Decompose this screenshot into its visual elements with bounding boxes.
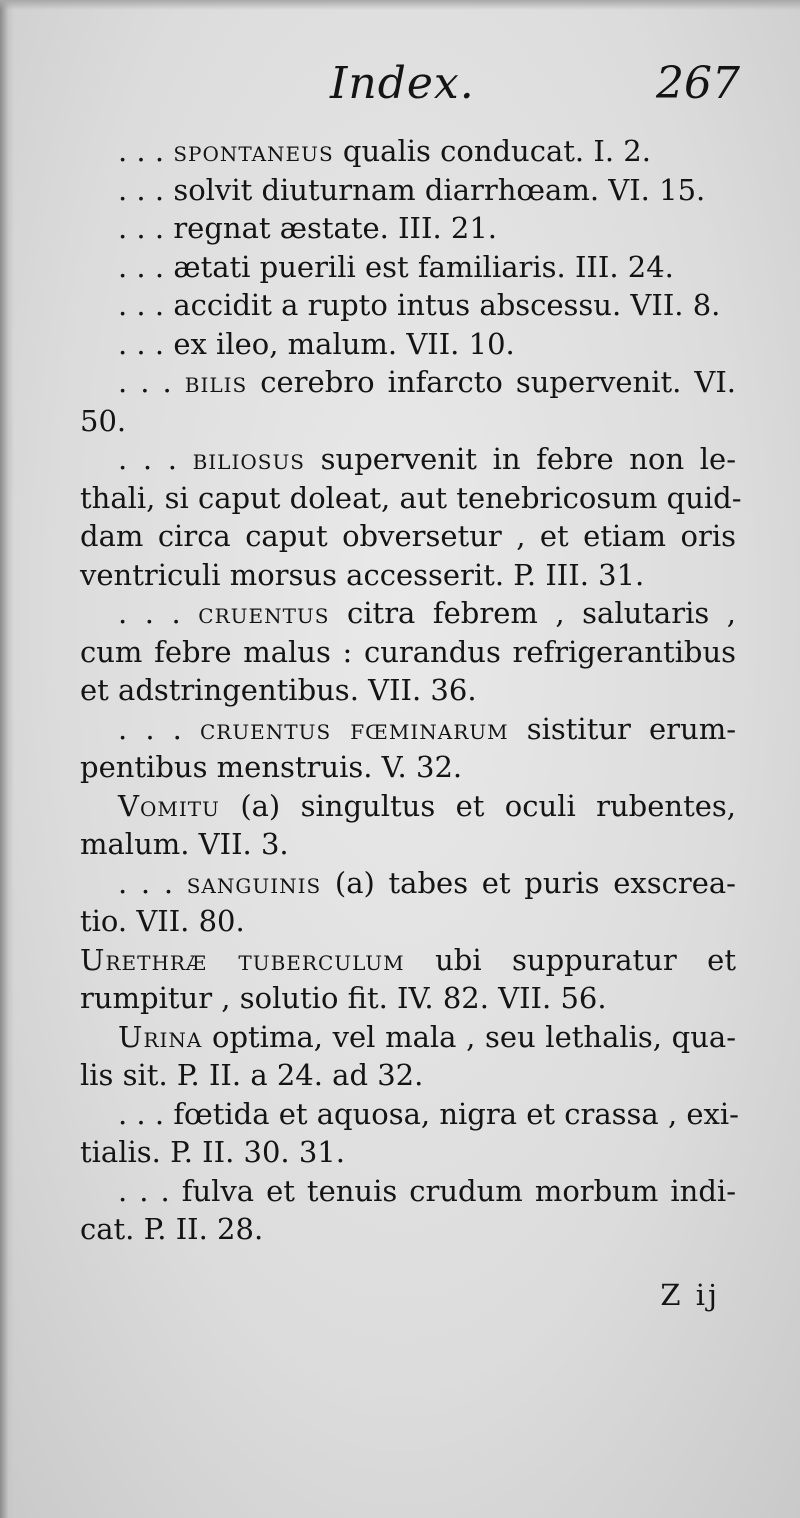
index-headword: Urethræ tuberculum [80, 942, 405, 977]
index-line [80, 440, 736, 479]
index-line [80, 1210, 736, 1249]
index-line-text: ventriculi morsus accesserit. P. III. 31. [80, 557, 645, 592]
index-line-text: (a) singultus et oculi rubentes, [219, 788, 736, 823]
index-line-text: ætati puerili est familiaris. III. 24. [173, 249, 674, 284]
leader-dots: . . . [118, 442, 193, 476]
index-line-text: sistitur erum- [508, 711, 736, 746]
index-headword: biliosus [192, 442, 306, 476]
index-headword: bilis [184, 365, 248, 399]
index-line-text: cum febre malus : curandus refrigerantibus [80, 634, 736, 669]
index-line-text: et adstringentibus. VII. 36. [80, 673, 477, 707]
index-headword: sanguinis [186, 865, 322, 900]
index-line-text: lis sit. P. II. a 24. ad 32. [80, 1058, 424, 1092]
leader-dots: . . . [118, 596, 199, 630]
index-line [80, 517, 736, 556]
index-line-text: fœtida et aquosa, nigra et crassa , exi- [173, 1096, 739, 1131]
index-line-text: regnat æstate. III. 21. [173, 211, 497, 245]
index-line-text: ubi suppuratur et [404, 942, 736, 977]
index-line-text: accidit a rupto intus abscessu. VII. 8. [173, 288, 721, 322]
signature-mark: Z ij [660, 1278, 720, 1312]
index-line-text: pentibus menstruis. V. 32. [80, 750, 463, 784]
index-line [80, 209, 736, 248]
index-line [80, 825, 736, 864]
leader-dots: . . . [118, 172, 174, 207]
index-line-text: qualis conducat. I. 2. [333, 134, 651, 168]
leader-dots: . . . [118, 211, 174, 245]
leader-dots: . . . [118, 288, 174, 322]
index-line-text: malum. VII. 3. [80, 827, 289, 861]
index-headword: Vomitu [118, 788, 220, 823]
index-line [80, 132, 736, 171]
index-line [80, 941, 736, 980]
index-line [80, 1018, 736, 1057]
index-text-block [80, 132, 742, 1249]
index-line [80, 710, 736, 749]
index-line [80, 286, 736, 325]
index-line [80, 787, 736, 826]
page-top-shadow [0, 0, 800, 10]
page-header [80, 58, 740, 118]
index-line [80, 325, 736, 364]
index-line-text: tio. VII. 80. [80, 904, 245, 938]
page-number: 267 [656, 58, 740, 109]
leader-dots: . . . [118, 134, 174, 168]
index-headword: Urina [118, 1019, 203, 1054]
index-headword: cruentus fœminarum [199, 711, 509, 746]
index-line [80, 864, 736, 903]
index-line [80, 748, 736, 787]
index-line-text: rumpitur , solutio fit. IV. 82. VII. 56. [80, 981, 607, 1015]
index-line [80, 594, 736, 633]
index-line [80, 1133, 736, 1172]
index-line [80, 671, 736, 710]
index-line-text: ex ileo, malum. VII. 10. [173, 326, 515, 361]
leader-dots: . . . [118, 711, 200, 746]
index-line-text: cat. P. II. 28. [80, 1212, 264, 1246]
index-line [80, 1095, 739, 1134]
index-line [80, 1172, 736, 1211]
index-line [80, 363, 736, 402]
leader-dots: . . . [118, 1096, 174, 1131]
index-line-text: cerebro infarcto supervenit. VI. [247, 365, 736, 399]
running-head: Index. [330, 58, 475, 109]
index-line-text: fulva et tenuis crudum morbum indi- [181, 1173, 736, 1208]
page-gutter-shadow [0, 0, 14, 1518]
index-line [80, 979, 736, 1018]
index-line-text: thali, si caput doleat, aut tenebricosum quid- [80, 480, 742, 515]
leader-dots: . . . [118, 1173, 182, 1208]
leader-dots: . . . [118, 365, 185, 399]
index-headword: spontaneus [173, 134, 334, 168]
index-line-text: dam circa caput obversetur , et etiam oris [80, 519, 736, 553]
index-line [80, 171, 736, 210]
index-line-text: tialis. P. II. 30. 31. [80, 1135, 345, 1169]
leader-dots: . . . [118, 865, 187, 900]
index-line-text: 50. [80, 403, 127, 438]
index-line [80, 248, 736, 287]
index-line-text: (a) tabes et puris exscrea- [321, 865, 736, 900]
index-line [80, 902, 736, 941]
index-line [80, 479, 742, 518]
index-line [80, 1056, 736, 1095]
index-line-text: supervenit in febre non le- [305, 442, 736, 476]
leader-dots: . . . [118, 326, 174, 361]
index-line-text: optima, vel mala , seu lethalis, qua- [202, 1019, 736, 1054]
index-line-text: solvit diuturnam diarrhœam. VI. 15. [173, 172, 706, 207]
index-line [80, 402, 736, 441]
index-line [80, 556, 736, 595]
index-line-text: citra febrem , salutaris , [329, 596, 736, 630]
leader-dots: . . . [118, 249, 174, 284]
index-line [80, 633, 736, 672]
index-headword: cruentus [198, 596, 330, 630]
